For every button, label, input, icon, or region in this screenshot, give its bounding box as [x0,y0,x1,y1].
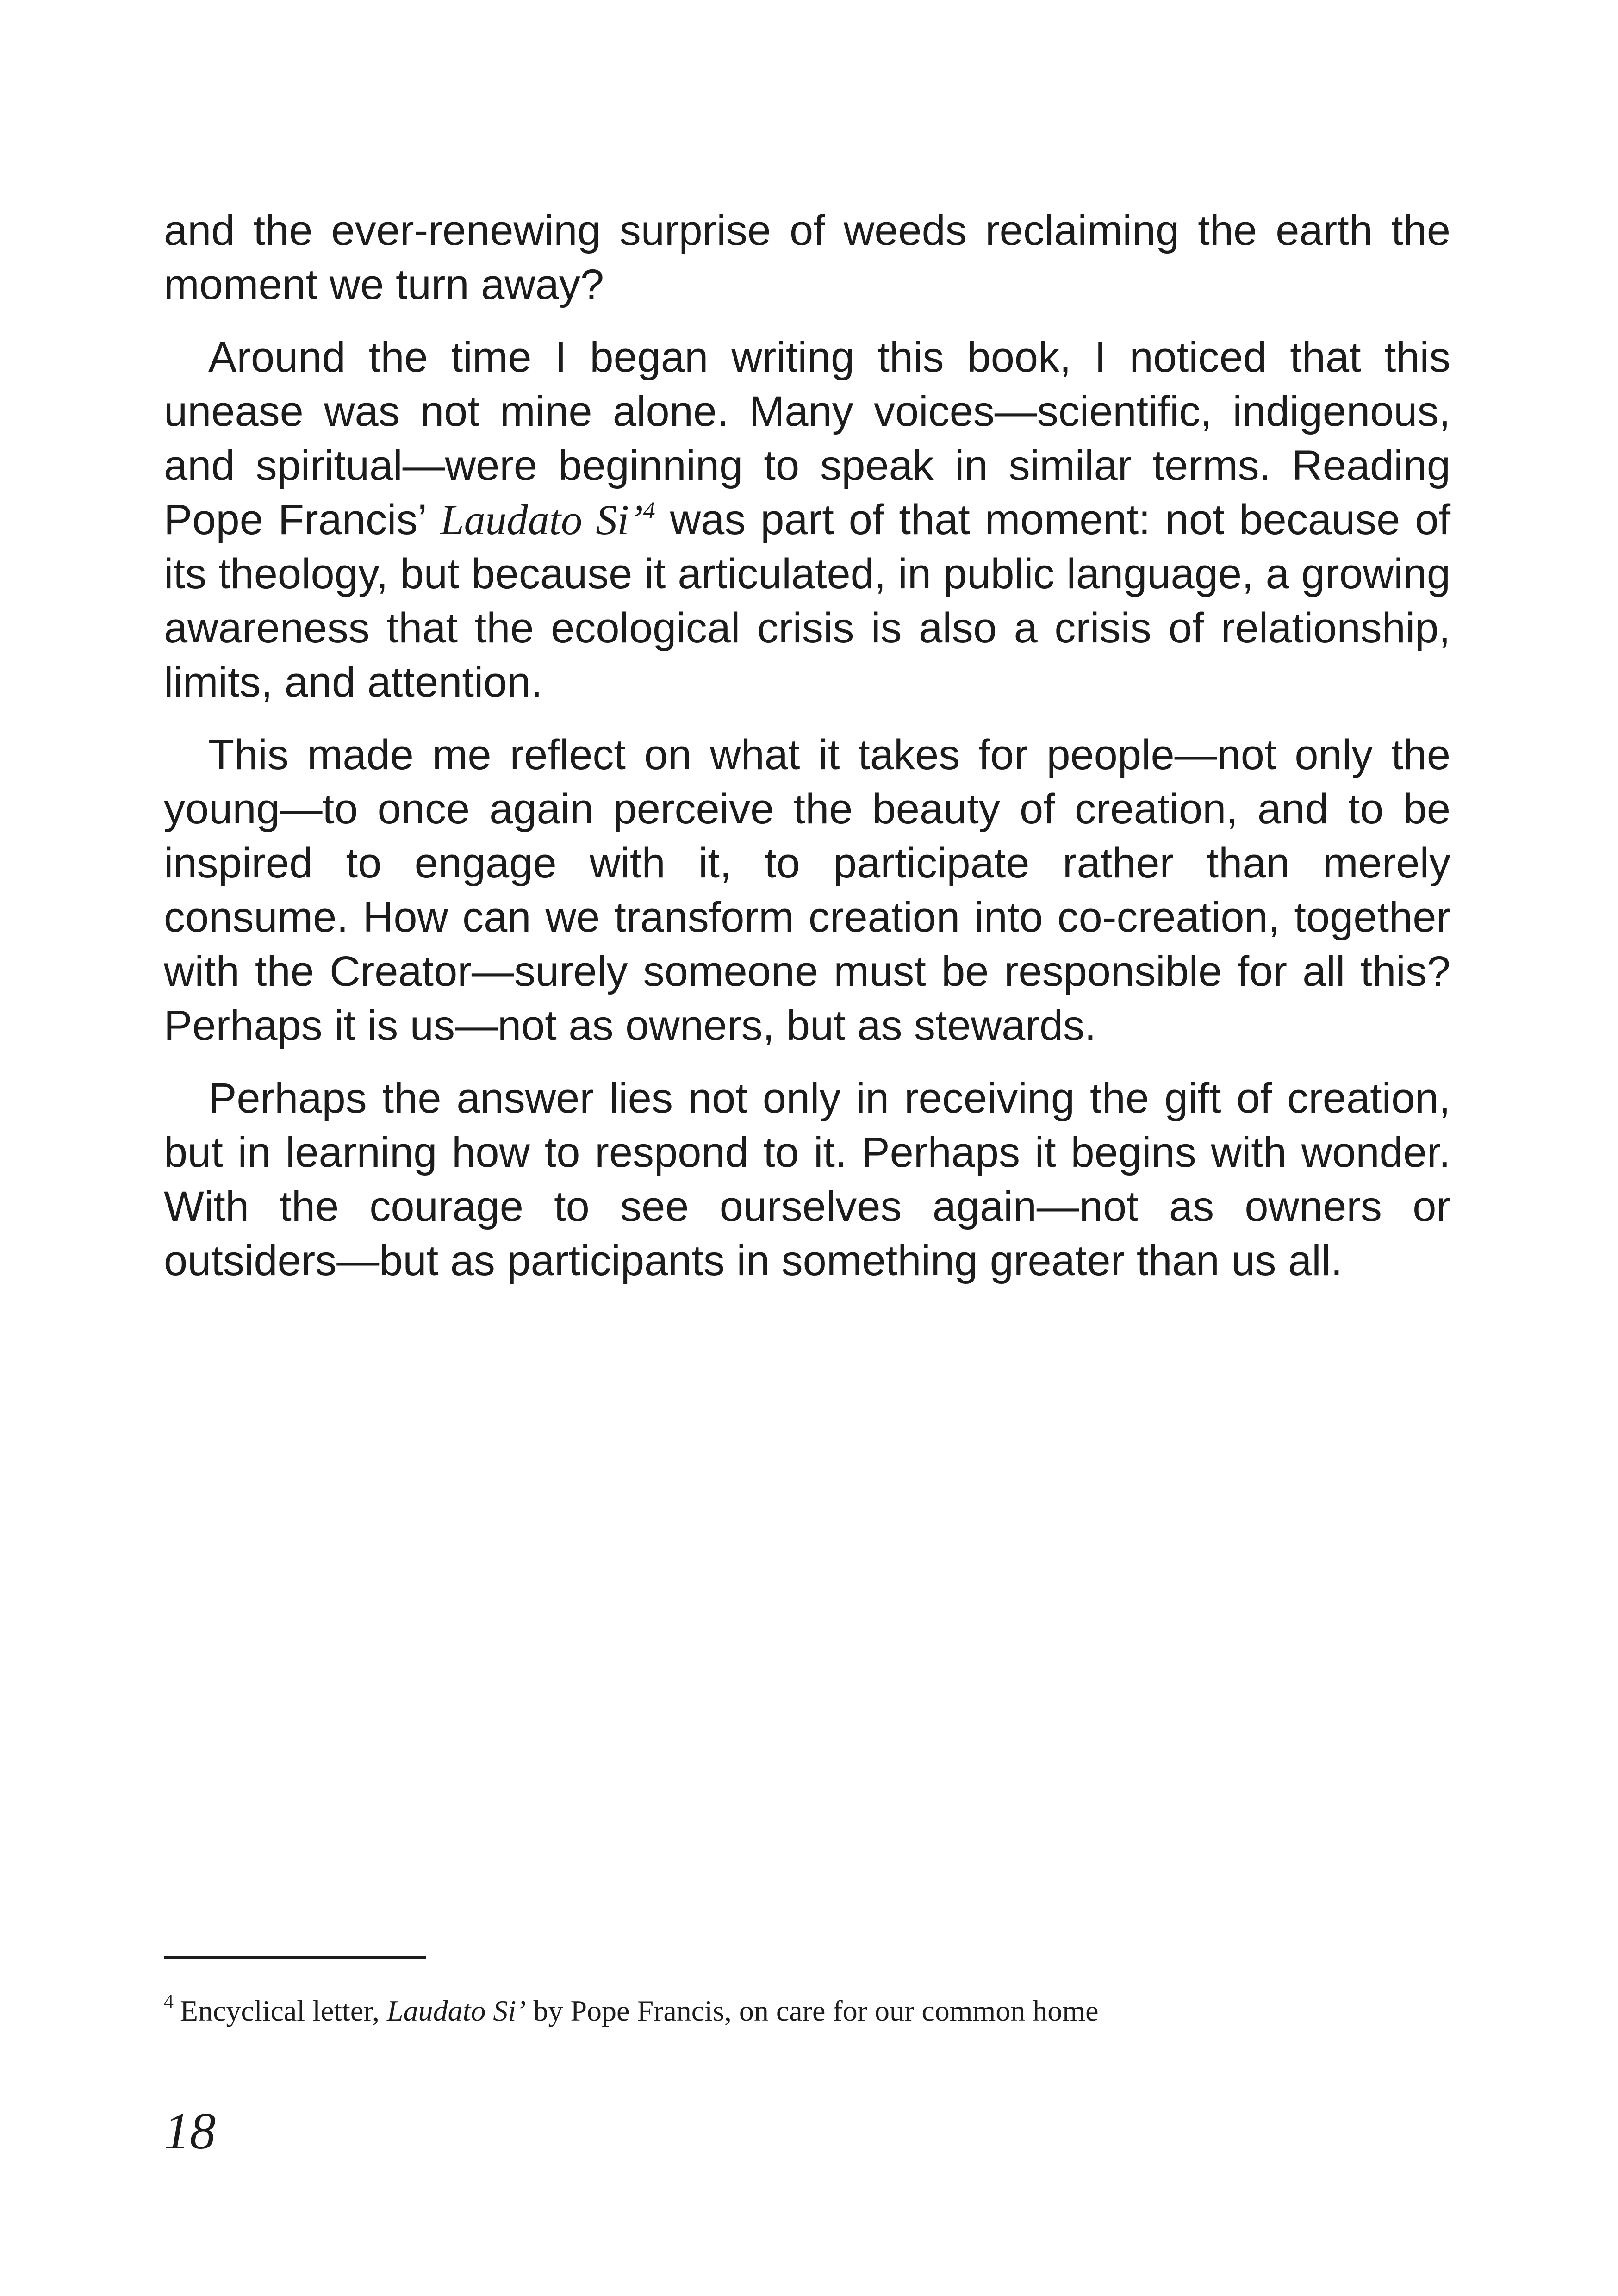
footnote-reference[interactable]: 4 [643,498,655,524]
paragraph-3: This made me reflect on what it takes for people—not only the young—to once again perceive the beauty of creation, and to be inspired to engage with it, to participate rather than merely consume. How can we transform creation into co-creation, together with the Creator—surely someone must be responsible for all this? Perhaps it is us—not as owners, but as stewards. [164,731,1450,1049]
footnote-title: Laudato Si’ [386,1994,526,2027]
page-number: 18 [164,2103,216,2160]
paragraph-1: and the ever-renewing surprise of weeds reclaiming the earth the moment we turn away? [164,207,1450,308]
paragraph-2-text-before: Around the time I began writing this book, I noticed that this unease was not mine alone. Many voices—scientific, indigenous, and spiritual—were beginning to speak in similar terms. Reading Pope Francis’ [164,334,1450,543]
footnote-divider [164,1956,426,1959]
footnote-text-before: Encyclical letter, [180,1994,387,2027]
paragraph-2-text-after: was part of that moment: not because of its theology, but because it articulated, in public language, a growing awareness that the ecological crisis is also a crisis of relationship, limits, and attention. [164,496,1450,706]
paragraph-4: Perhaps the answer lies not only in receiving the gift of creation, but in learning how to respond to it. Perhaps it begins with wonder. With the courage to see ourselves again—not as owners or outsiders—but as participants in something greater than us all. [164,1075,1450,1284]
footnote [164,1990,1450,2032]
paragraph-2 [164,330,1450,709]
body-text [164,204,1450,1307]
footnote-text-after: by Pope Francis, on care for our common home [526,1994,1099,2027]
encyclical-title: Laudato Si’ [440,496,643,543]
footnote-number: 4 [164,1991,174,2012]
